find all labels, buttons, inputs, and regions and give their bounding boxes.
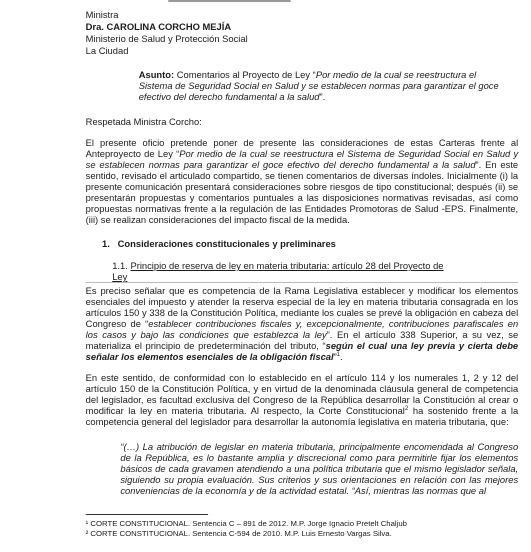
subject-label: Asunto: <box>138 70 175 80</box>
footnote-ref-2: 2 <box>404 405 409 412</box>
block-quote: “(…) La atribución de legislar en materia tributaria, principalmente encomendada al Congreso de la República, es lo bastante amplia y discrecional como para permitirle fijar los elementos básicos de cada gravamen atendiendo a una política tributaria que el mismo legislador señala, siguiendo su propia evaluación. Sus criterios y sus orientaciones en relación con las mejores conveniencias de la economía y de la actividad estatal. “Así, mientras las normas que al <box>120 442 519 496</box>
section-1-1-heading <box>112 261 449 283</box>
section-1-title: Consideraciones constitucionales y preliminares <box>117 239 336 249</box>
paragraph-reserva <box>86 286 518 363</box>
section-1-1-number: 1.1. <box>112 261 128 271</box>
footnote-ref-1: 1 <box>336 351 341 358</box>
top-divider <box>168 0 290 2</box>
paragraph-reserva-c: ”. En el artículo 338 Superior, a su vez, se materializa el principio de predeterminación del tributo, “ <box>85 330 519 351</box>
recipient-block <box>86 10 248 58</box>
city-line: La Ciudad <box>85 46 129 56</box>
footnote-2: ² CORTE CONSTITUCIONAL. Sentencia C-594 de 2010. M.P. Luis Ernesto Vargas Silva. <box>85 529 392 538</box>
paragraph-reserva-quote-2: según el cual una ley previa y cierta debe señalar los elementos esenciales de la obligación fiscal <box>85 341 519 362</box>
paragraph-intro-a: El presente oficio pretende poner de presente las consideraciones de estas Carteras frente al Anteproyecto de Ley “ <box>85 138 519 159</box>
subject-bill-title: Por medio de la cual se reestructura el Sistema de Seguridad Social en Salud y se establecen normas para garantizar el goce efectivo del derecho fundamental a la salud <box>138 70 499 102</box>
recipient-title: Ministra <box>85 10 119 20</box>
greeting: Respetada Ministra Corcho: <box>85 117 202 127</box>
subject-text-1: Comentarios al Proyecto de Ley “ <box>176 70 316 80</box>
subject-text-2: ”. <box>319 92 326 102</box>
subject-block <box>139 70 511 103</box>
recipient-name: Dra. CAROLINA CORCHO MEJÍA <box>85 22 232 32</box>
section-1-1-title: Principio de reserva de ley en materia tributaria: artículo 28 del Proyecto de Ley <box>112 261 444 282</box>
paragraph-reserva-a: Es preciso señalar que es competencia de la Rama Legislativa establecer y modificar los elementos esenciales del impuesto y atender la reserva especial de la ley en materia tributaria consagrada en los artículos 150 y 338 de la Constitución Política, mediante los cuales se prevé la obligación en cabeza del Congreso de “ <box>85 286 519 329</box>
section-1-heading <box>102 239 336 250</box>
paragraph-intro-bill-title: Por medio de la cual se reestructura el Sistema de Seguridad Social en Salud y se establecen normas para garantizar el goce efectivo del derecho fundamental a la salud <box>85 149 519 170</box>
paragraph-competencia-b: ha sostenido frente a la competencia general del legislador para desarrollar la autonomía legislativa en materia tributaria, que: <box>85 406 519 427</box>
ministry-name: Ministerio de Salud y Protección Social <box>85 34 248 44</box>
paragraph-competencia-a: En este sentido, de conformidad con lo establecido en el artículo 114 y los numerales 1, 2 y 12 del artículo 150 de la Constitución Política, y en virtud de la denominada cláusula general de competencia del legislador, es facultad exclusiva del Congreso de la República desarrollar la Constitución al crear o modificar la ley en materia tributaria. Al respecto, la Corte Constitucional <box>85 373 519 416</box>
footnote-divider <box>86 514 208 515</box>
paragraph-intro-c: ”. En este sentido, revisado el articulado compartido, se tienen comentarios de diversas índoles. Inicialmente (i) la presente comunicación presentará consideraciones sobre riesgos de tipo constitucional; después (ii) se presentarán propuestas y comentarios puntuales a las disposiciones normativas revisadas, así como propuestas normativas frente a la regulación de las Entidades Promotoras de Salud -EPS. Finalmente, (iii) se realizan consideraciones del impacto fiscal de la medida. <box>85 160 519 225</box>
section-1-number: 1. <box>102 239 110 249</box>
paragraph-intro <box>86 138 518 226</box>
footnote-1: ¹ CORTE CONSTITUCIONAL. Sentencia C – 891 de 2012. M.P. Jorge Ignacio Pretelt Chaljub <box>85 519 407 528</box>
paragraph-reserva-f: . <box>340 352 343 362</box>
paragraph-competencia <box>86 373 518 428</box>
paragraph-reserva-quote-1: establecer contribuciones fiscales y, excepcionalmente, contribuciones parafiscales en los casos y bajo las condiciones que establezca la ley <box>85 319 519 340</box>
paragraph-reserva-e: ” <box>333 352 337 362</box>
section-divider <box>86 282 518 283</box>
